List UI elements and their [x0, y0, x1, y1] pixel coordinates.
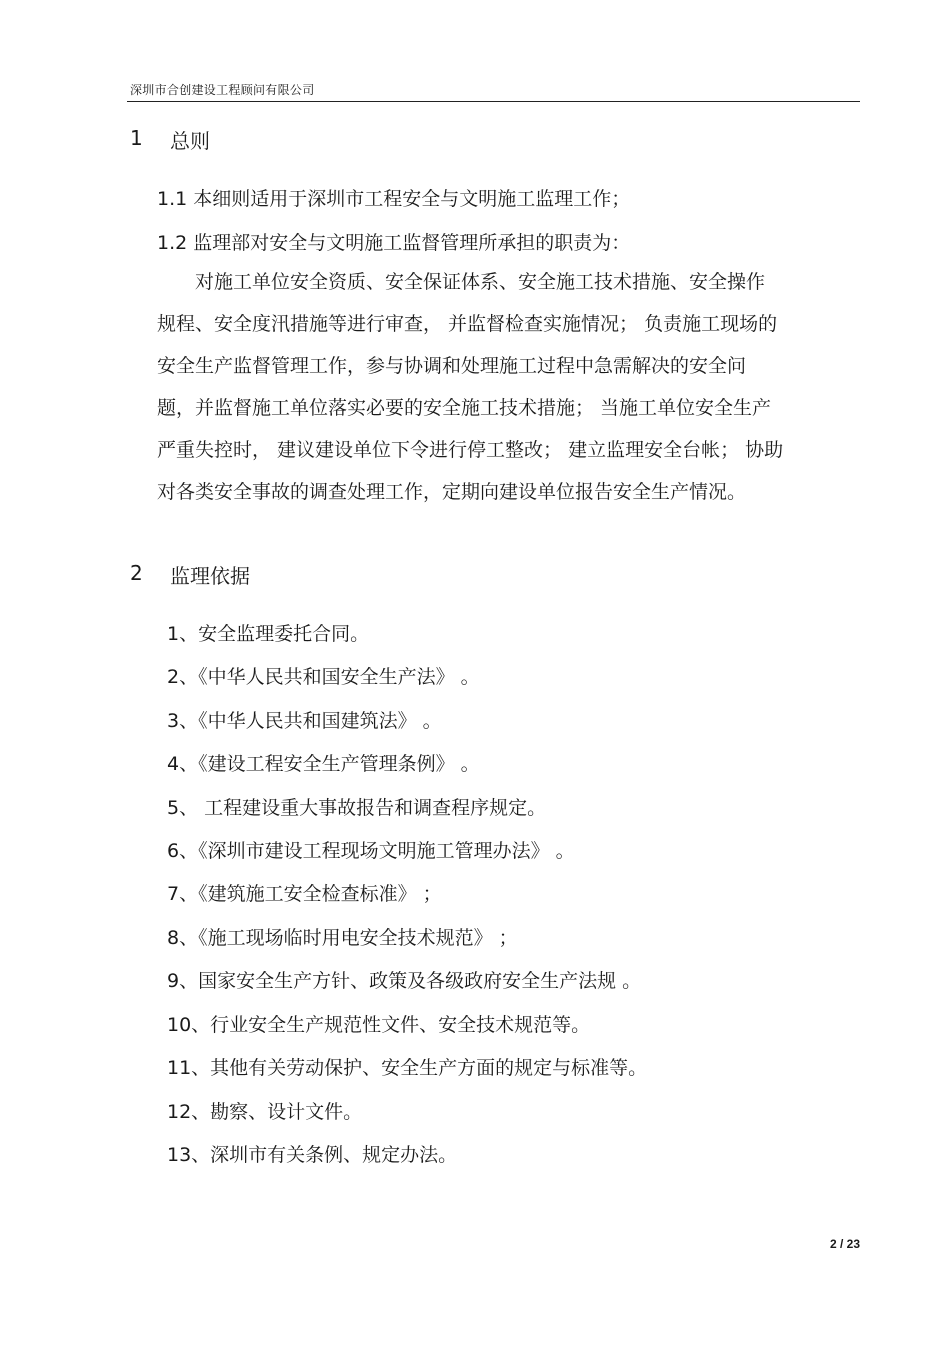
list-item: 13、深圳市有关条例、规定办法。 — [167, 1144, 458, 1166]
list-item: 11、其他有关劳动保护、安全生产方面的规定与标准等。 — [167, 1057, 648, 1079]
clause-1-1: 1.1 本细则适用于深圳市工程安全与文明施工监理工作； — [157, 188, 631, 210]
header-rule — [127, 101, 860, 102]
page-number: 2 / 23 — [829, 1237, 860, 1251]
section-1-title: 总则 — [170, 129, 210, 153]
header-company: 深圳市合创建设工程顾问有限公司 — [130, 83, 315, 97]
paragraph-line: 安全生产监督管理工作，参与协调和处理施工过程中急需解决的安全问 — [157, 355, 747, 377]
paragraph-line: 对各类安全事故的调查处理工作，定期向建设单位报告安全生产情况。 — [157, 481, 747, 503]
list-item: 12、勘察、设计文件。 — [167, 1101, 363, 1123]
list-item: 1、安全监理委托合同。 — [167, 623, 370, 645]
list-item: 6、《深圳市建设工程现场文明施工管理办法》 。 — [167, 840, 575, 862]
section-2-title: 监理依据 — [170, 564, 250, 588]
section-2-number: 2 — [130, 561, 143, 585]
list-item: 2、《中华人民共和国安全生产法》 。 — [167, 666, 480, 688]
paragraph-line: 题，并监督施工单位落实必要的安全施工技术措施； 当施工单位安全生产 — [157, 397, 772, 419]
list-item: 8、《施工现场临时用电安全技术规范》 ； — [167, 927, 518, 949]
list-item: 7、《建筑施工安全检查标准》 ； — [167, 883, 442, 905]
paragraph-line: 对施工单位安全资质、安全保证体系、安全施工技术措施、安全操作 — [195, 271, 766, 293]
list-item: 10、行业安全生产规范性文件、安全技术规范等。 — [167, 1014, 591, 1036]
list-item: 4、《建设工程安全生产管理条例》 。 — [167, 753, 480, 775]
duty-paragraph — [157, 261, 862, 513]
clause-1-2: 1.2 监理部对安全与文明施工监督管理所承担的职责为： — [157, 232, 631, 254]
list-item: 9、国家安全生产方针、政策及各级政府安全生产法规 。 — [167, 970, 642, 992]
section-1-number: 1 — [130, 126, 143, 150]
list-item: 3、《中华人民共和国建筑法》 。 — [167, 710, 442, 732]
paragraph-line: 严重失控时， 建议建设单位下令进行停工整改； 建立监理安全台帐； 协助 — [157, 439, 784, 461]
list-item: 5、 工程建设重大事故报告和调查程序规定。 — [167, 797, 547, 819]
paragraph-line: 规程、安全度汛措施等进行审查， 并监督检查实施情况； 负责施工现场的 — [157, 313, 778, 335]
